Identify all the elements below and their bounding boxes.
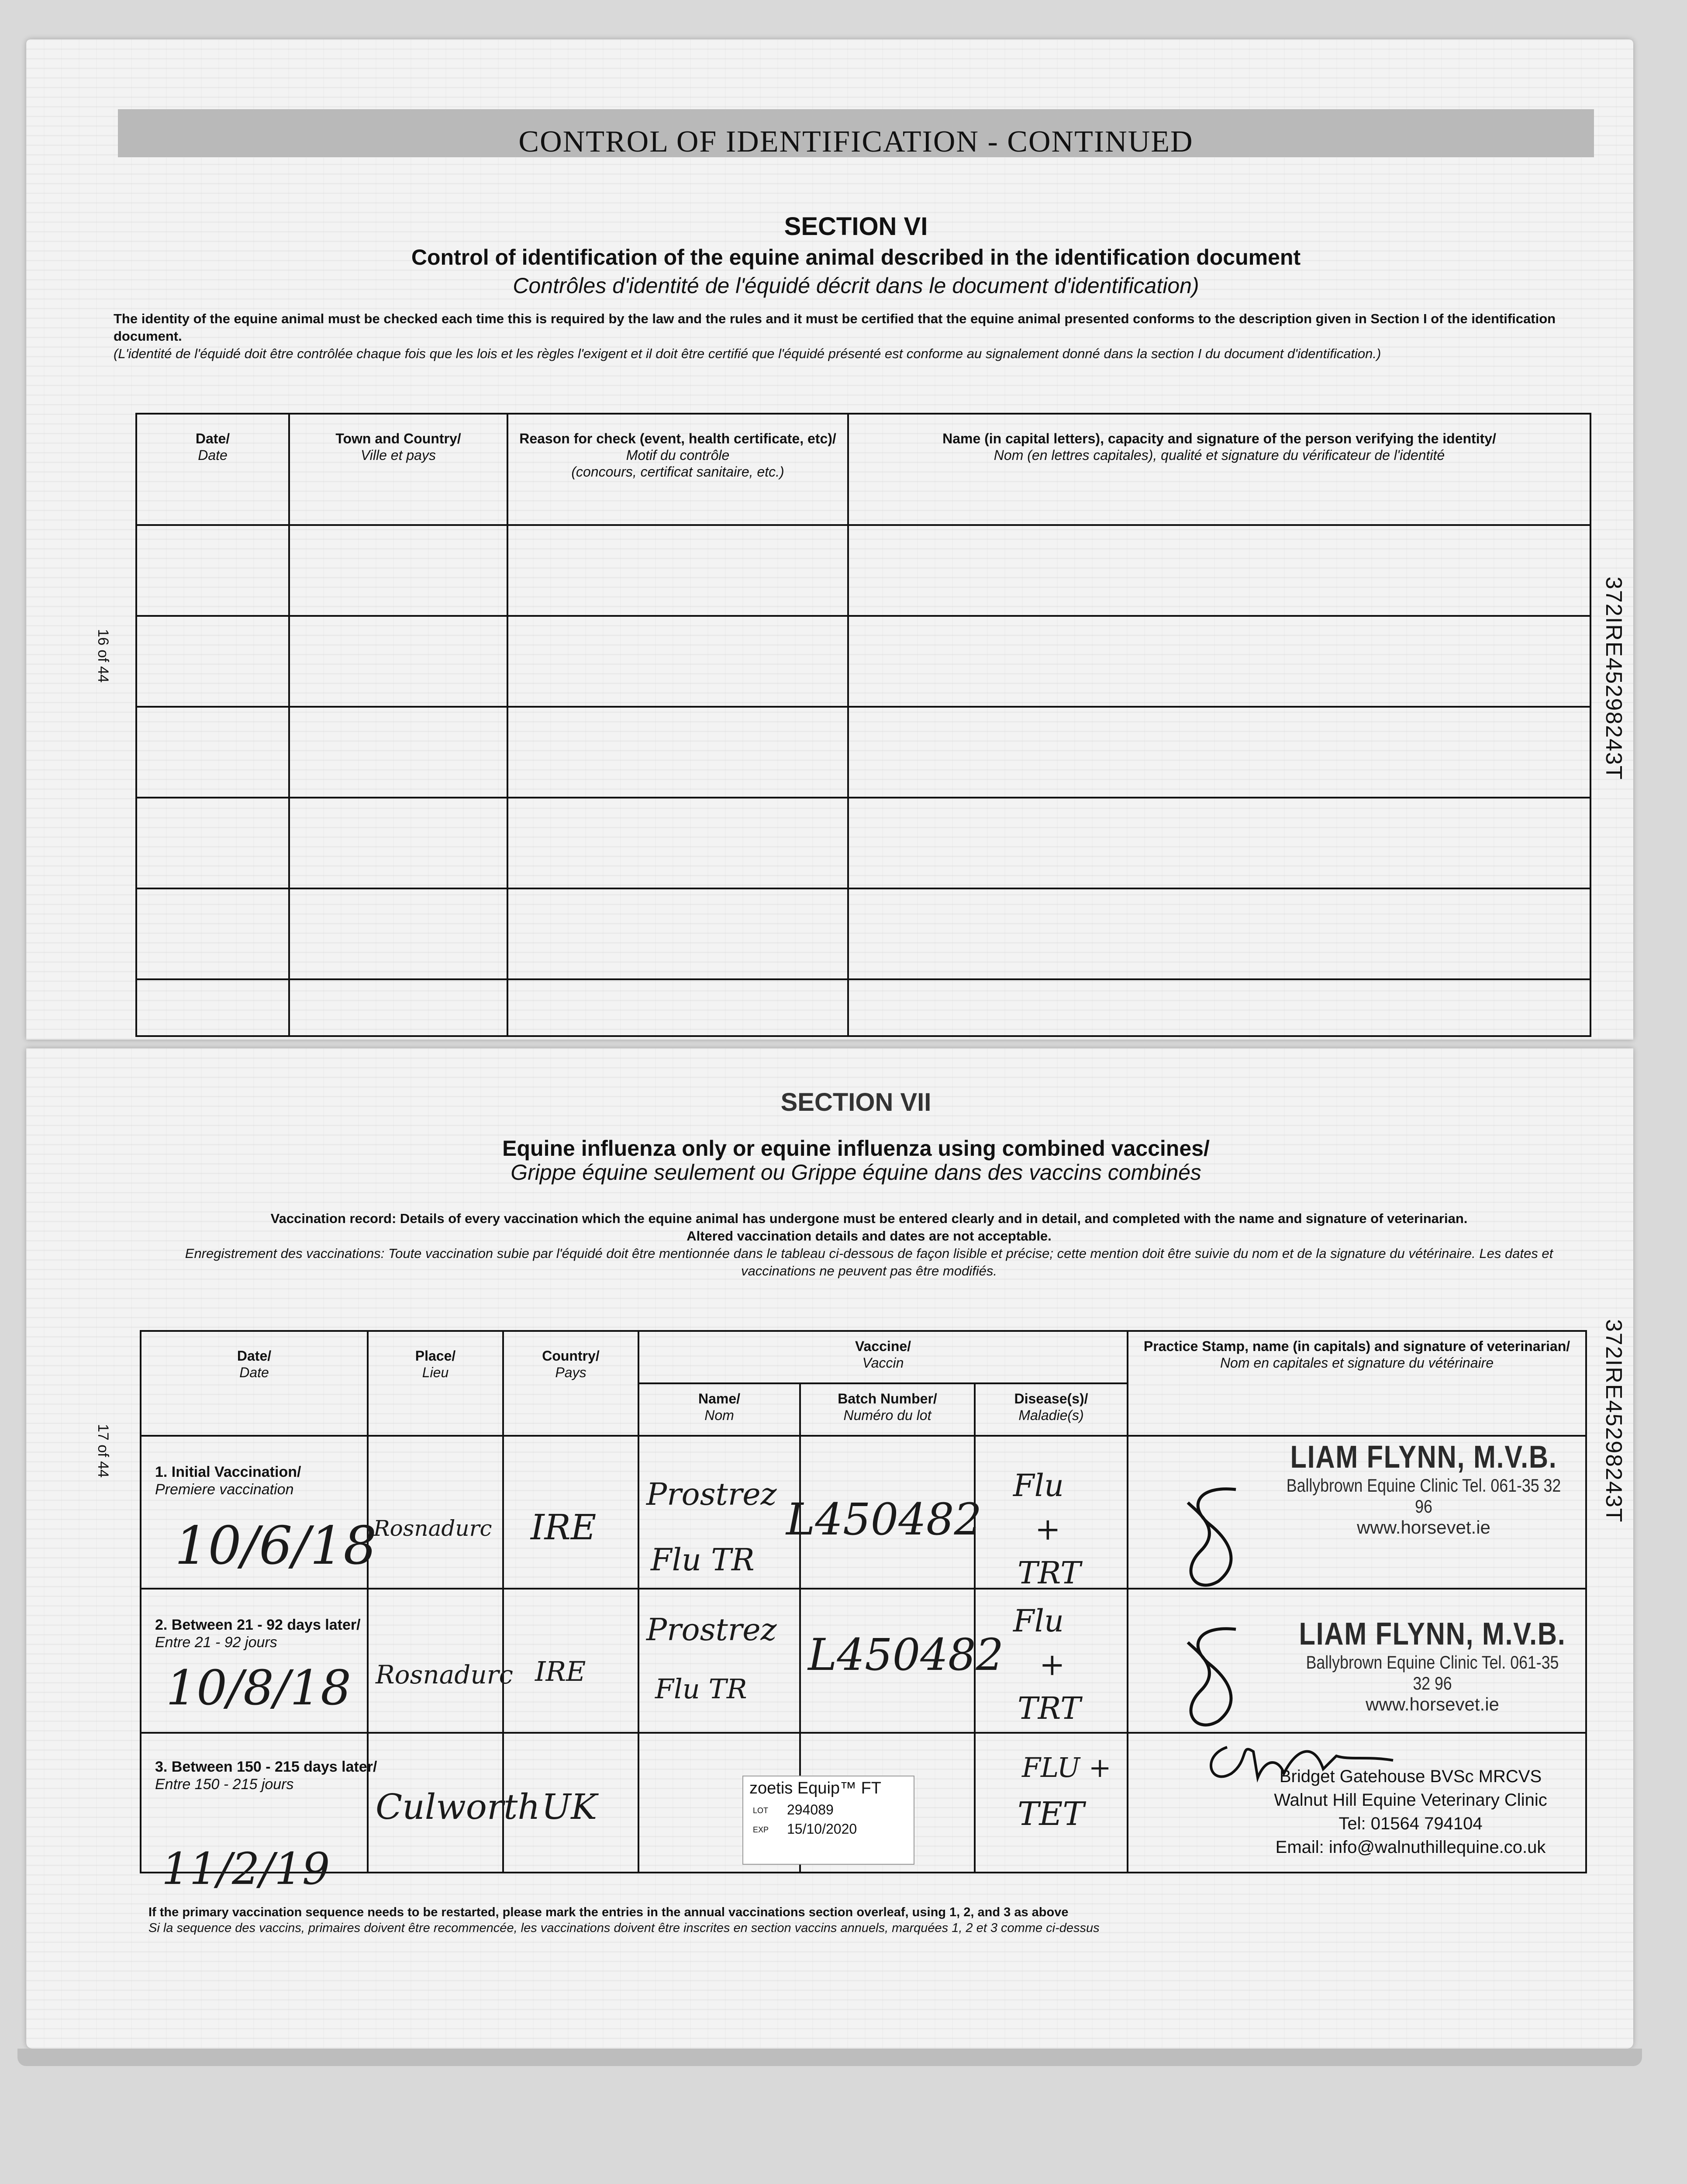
page-number-16: 16 of 44 <box>95 629 111 683</box>
col-town-header: Town and Country/ Ville et pays <box>289 414 507 525</box>
row-3-date: 11/2/19 <box>162 1843 330 1894</box>
row-1-country: IRE <box>531 1507 597 1548</box>
instructions-en-2: Altered vaccination details and dates are not acceptable. <box>687 1228 1052 1244</box>
row-1-vaccine-name-1: Prostrez <box>646 1476 777 1512</box>
vaccine-batch-sticker <box>742 1776 914 1865</box>
row-1-signature <box>1170 1476 1258 1594</box>
row-3-practice-stamp <box>1236 1765 1585 1859</box>
stamp-vet-name: LIAM FLYNN, M.V.B. <box>1290 1440 1557 1475</box>
table-header-row <box>136 414 1590 525</box>
cell-reason[interactable] <box>507 616 848 707</box>
page-number-17: 17 of 44 <box>95 1424 111 1478</box>
passport-id-bottom: 372IRE45298243T <box>1601 1319 1626 1523</box>
section-vii-instructions <box>148 1210 1590 1280</box>
cell-date[interactable] <box>136 616 289 707</box>
table-row <box>136 979 1590 1036</box>
sticker-brand: zoetis Equip™ FT <box>749 1779 881 1797</box>
section-vi-title: SECTION VI <box>784 212 928 241</box>
sticker-lot: 294089 <box>787 1802 834 1818</box>
stamp-website: www.horsevet.ie <box>1366 1694 1499 1714</box>
row-1-disease-3: TRT <box>1018 1555 1081 1591</box>
cell-reason[interactable] <box>507 707 848 798</box>
col-batch-header: Batch Number/ Numéro du lot <box>800 1383 975 1436</box>
section-vii-title-fr: Grippe équine seulement ou Grippe équine dans des vaccins combinés <box>511 1160 1201 1185</box>
col-country-header: Country/ Pays <box>503 1331 638 1436</box>
instructions-fr: (L'identité de l'équidé doit être contrôlée chaque fois que les lois et les règles l'exigent et il doit être certifié que l'équidé présenté est conforme au signalement donné dans la section I du document d'identification.) <box>114 346 1381 361</box>
row-3-country: UK <box>542 1787 597 1827</box>
section-vii-footer <box>148 1904 1100 1936</box>
sticker-exp: 15/10/2020 <box>787 1821 857 1837</box>
row-2-practice-stamp <box>1275 1616 1590 1715</box>
stamp-clinic: Walnut Hill Equine Veterinary Clinic <box>1274 1790 1547 1810</box>
cell-date[interactable] <box>136 707 289 798</box>
row-1-label: 1. Initial Vaccination/ Premiere vaccination <box>155 1464 301 1498</box>
cell-verifier[interactable] <box>848 525 1590 616</box>
cell-reason[interactable] <box>507 888 848 979</box>
row-3-disease-1: FLU + <box>1022 1752 1111 1783</box>
passport-id-top: 372IRE45298243T <box>1601 577 1626 781</box>
stamp-clinic: Ballybrown Equine Clinic Tel. 061-35 32 96 <box>1286 1475 1561 1517</box>
cell-name[interactable] <box>638 1589 800 1733</box>
cell-reason[interactable] <box>507 525 848 616</box>
col-disease-header: Disease(s)/ Maladie(s) <box>975 1383 1128 1436</box>
row-2-date: 10/8/18 <box>166 1660 352 1716</box>
section-vi-title-en: Control of identification of the equine animal described in the identification document <box>411 245 1301 270</box>
row-2-vaccine-name-1: Prostrez <box>646 1612 777 1648</box>
row-2-signature <box>1170 1616 1258 1734</box>
table-row <box>136 707 1590 798</box>
instructions-en-1: Vaccination record: Details of every vaccination which the equine animal has undergone must be entered clearly and in detail, and completed with the name and signature of veterinarian. <box>270 1211 1468 1226</box>
cell-verifier[interactable] <box>848 888 1590 979</box>
col-name-header: Name/ Nom <box>638 1383 800 1436</box>
stamp-vet-name: Bridget Gatehouse BVSc MRCVS <box>1279 1767 1542 1786</box>
row-3-label: 3. Between 150 - 215 days later/ Entre 150 - 215 jours <box>155 1759 377 1793</box>
row-2-label: 2. Between 21 - 92 days later/ Entre 21 - 92 jours <box>155 1617 361 1651</box>
row-1-vaccine-name-2: Flu TR <box>651 1542 755 1578</box>
row-1-practice-stamp <box>1258 1439 1590 1538</box>
cell-town[interactable] <box>289 798 507 888</box>
sticker-lot-label: LOT <box>753 1806 769 1815</box>
col-date-header: Date/ Date <box>141 1331 368 1436</box>
cell-verifier[interactable] <box>848 798 1590 888</box>
cell-verifier[interactable] <box>848 616 1590 707</box>
row-3-disease-2: TET <box>1018 1795 1084 1833</box>
stamp-clinic: Ballybrown Equine Clinic Tel. 061-35 32 96 <box>1306 1652 1559 1693</box>
sticker-exp-label: EXP <box>753 1825 769 1834</box>
cell-verifier[interactable] <box>848 979 1590 1036</box>
stamp-website: www.horsevet.ie <box>1357 1517 1490 1538</box>
instructions-en: The identity of the equine animal must be checked each time this is required by the law and the rules and it must be certified that the equine animal presented conforms to the description given in Section I of the identification document. <box>114 311 1556 344</box>
instructions-fr: Enregistrement des vaccinations: Toute vaccination subie par l'équidé doit être mentionnée dans le tableau ci-dessous de façon lisible et précise; cette mention doit être suivie du nom et de la signature du vétérinaire. Les dates et vaccinations ne peuvent pas être modifiés. <box>185 1246 1553 1279</box>
row-2-vaccine-name-2: Flu TR <box>655 1673 747 1705</box>
col-date-header: Date/ Date <box>136 414 289 525</box>
col-verifier-header: Name (in capital letters), capacity and signature of the person verifying the identity/ Nom (en lettres capitales), qualité et signature du vérificateur de l'identité <box>848 414 1590 525</box>
table-row <box>136 888 1590 979</box>
row-1-disease-2: + <box>1035 1511 1061 1547</box>
row-2-disease-2: + <box>1039 1647 1065 1683</box>
col-place-header: Place/ Lieu <box>368 1331 503 1436</box>
cell-date[interactable] <box>136 798 289 888</box>
section-vi-title-fr: Contrôles d'identité de l'équidé décrit dans le document d'identification) <box>513 273 1199 298</box>
row-2-country: IRE <box>535 1655 586 1687</box>
cell-date[interactable] <box>136 888 289 979</box>
section-vii-title-en: Equine influenza only or equine influenza using combined vaccines/ <box>502 1136 1210 1161</box>
page-edge <box>17 2049 1642 2066</box>
row-1-disease-1: Flu <box>1013 1468 1064 1503</box>
stamp-email: Email: info@walnuthillequine.co.uk <box>1275 1838 1546 1857</box>
row-1-place: Rosnadurc <box>373 1516 492 1541</box>
col-stamp-header: Practice Stamp, name (in capitals) and signature of veterinarian/ Nom en capitales et signature du vétérinaire <box>1128 1331 1586 1436</box>
stamp-phone: Tel: 01564 794104 <box>1339 1814 1483 1833</box>
footer-fr: Si la sequence des vaccins, primaires doivent être recommencée, les vaccinations doivent être inscrites en section vaccins annuels, marquées 1, 2 et 3 comme ci-dessus <box>148 1921 1100 1935</box>
section-vi-instructions <box>114 310 1590 363</box>
section-vii-title: SECTION VII <box>780 1088 931 1116</box>
row-1-batch: L450482 <box>786 1494 982 1545</box>
cell-town[interactable] <box>289 616 507 707</box>
cell-date[interactable] <box>136 979 289 1036</box>
table-row <box>136 525 1590 616</box>
cell-town[interactable] <box>289 979 507 1036</box>
col-reason-header: Reason for check (event, health certificate, etc)/ Motif du contrôle (concours, certificat sanitaire, etc.) <box>507 414 848 525</box>
row-2-disease-3: TRT <box>1018 1690 1081 1726</box>
col-vaccine-header: Vaccine/ Vaccin <box>638 1331 1128 1383</box>
identification-check-table <box>135 413 1591 1037</box>
table-row <box>136 798 1590 888</box>
page-banner: CONTROL OF IDENTIFICATION - CONTINUED <box>118 109 1594 157</box>
cell-reason[interactable] <box>507 979 848 1036</box>
stamp-vet-name: LIAM FLYNN, M.V.B. <box>1299 1617 1566 1652</box>
cell-town[interactable] <box>289 707 507 798</box>
cell-town[interactable] <box>289 888 507 979</box>
row-2-disease-1: Flu <box>1013 1603 1064 1639</box>
cell-reason[interactable] <box>507 798 848 888</box>
footer-en: If the primary vaccination sequence needs to be restarted, please mark the entries in the annual vaccinations section overleaf, using 1, 2, and 3 as above <box>148 1905 1069 1919</box>
cell-date[interactable] <box>136 525 289 616</box>
cell-town[interactable] <box>289 525 507 616</box>
row-2-place: Rosnadurc <box>376 1660 513 1690</box>
cell-place[interactable] <box>368 1436 503 1589</box>
table-row <box>136 616 1590 707</box>
row-2-batch: L450482 <box>808 1629 1004 1680</box>
cell-verifier[interactable] <box>848 707 1590 798</box>
row-3-place: Culworth <box>376 1787 540 1827</box>
row-1-date: 10/6/18 <box>175 1516 377 1576</box>
